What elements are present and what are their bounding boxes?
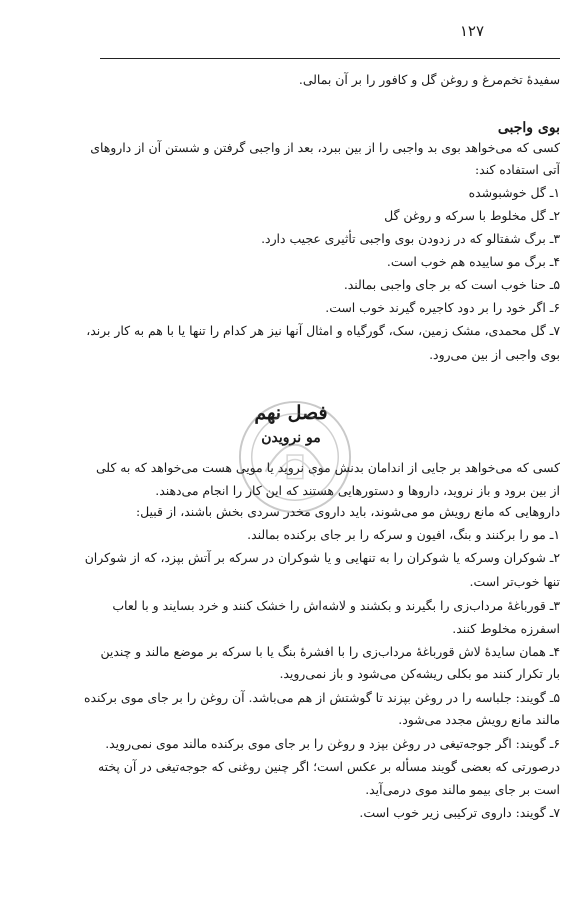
section1-paragraph-line: کسی که می‌خواهد بوی بد واجبی را از بین ببرد، بعد از واجبی گرفتن و شستن آن از داروهای [90,140,560,155]
section2-line: ۳ـ قورباغهٔ مرداب‌زی را بگیرند و بکشند و لاشه‌اش را خشک کنند و خرد بسایند و با لعاب [112,598,560,613]
section2-line: مالند مانع رویش مجدد می‌شود. [398,712,560,727]
chapter-subtitle: مو نرویدن [261,430,321,446]
section-heading-body-odor: بوی واجبی [497,120,560,136]
section1-list-item: ۴ـ برگ مو ساییده هم خوب است. [386,254,560,269]
section2-line: تنها خوب‌تر است. [469,574,560,589]
chapter-title: فصل نهم [254,402,328,424]
section2-line: از بین برود و باز نروید، داروها و دستورهایی هستند که این کار را انجام می‌دهند. [155,483,560,498]
section2-line: ۶ـ گویند: اگر جوجه‌تیغی در روغن بپزد و روغن را بر جای موی برکنده مالند موی نمی‌روید. [105,736,560,751]
section2-line: داروهایی که مانع رویش مو می‌شوند، باید داروی مخدر سردی بخش باشند، از قبیل: [136,504,560,519]
header-rule [100,58,560,59]
page-number: ۱۲۷ [459,22,484,40]
intro-line: سفیدهٔ تخم‌مرغ و روغن گل و کافور را بر آن بمالی. [298,72,560,87]
section2-line: اسفرزه مخلوط کنند. [452,621,560,636]
section2-line: بار تکرار کنند مو بکلی ریشه‌کن می‌شود و باز نمی‌روید. [279,666,560,681]
section1-list-item: ۳ـ برگ شفتالو که در زدودن بوی واجبی تأثیری عجیب دارد. [261,231,560,246]
section1-list-item: ۷ـ گل محمدی، مشک زمین، سک، گورگیاه و امثال آنها نیز هر کدام را تنها یا با هم به کار برند، [86,323,560,338]
section1-list-item: ۲ـ گل مخلوط با سرکه و روغن گل [384,208,560,223]
section2-line: است بر جای بیمو مالند موی درمی‌آید. [365,782,560,797]
section1-list-item: ۱ـ گل خوشبوشده [468,185,560,200]
section2-line: ۷ـ گویند: داروی ترکیبی زیر خوب است. [359,805,560,820]
section1-list-item: ۶ـ اگر خود را بر دود کاجیره گیرند خوب است. [325,300,560,315]
section2-line: کسی که می‌خواهد بر جایی از اندامان بدنش موی نروید یا مویی هست می‌خواهد که به کلی [95,460,560,475]
section1-paragraph-line: آتی استفاده کند: [474,162,560,177]
section2-line: ۵ـ گویند: جلباسه را در روغن بپزند تا گوشتش از هم می‌باشد. آن روغن را بر جای موی برکنده [83,690,560,705]
section2-line: ۴ـ همان سایدهٔ لاش قورباغهٔ مرداب‌زی را با افشرهٔ بنگ یا با سرکه بر موضع مالند و چندین [100,644,560,659]
section2-line: درصورتی که بعضی گویند مسأله بر عکس است؛ اگر چنین روغنی که جوجه‌تیغی در آن پخته [98,759,560,774]
section2-line: ۱ـ مو را برکنند و بنگ، افیون و سرکه را بر جای برکنده بمالند. [247,527,560,542]
section1-list-item: ۵ـ حنا خوب است که بر جای واجبی بمالند. [343,277,560,292]
section2-line: ۲ـ شوکران وسرکه یا شوکران را به تنهایی و یا شوکران در سرکه بر آتش بپزد، که از شوکران [84,550,560,565]
section1-list-item: بوی واجبی از بین می‌رود. [429,347,560,362]
